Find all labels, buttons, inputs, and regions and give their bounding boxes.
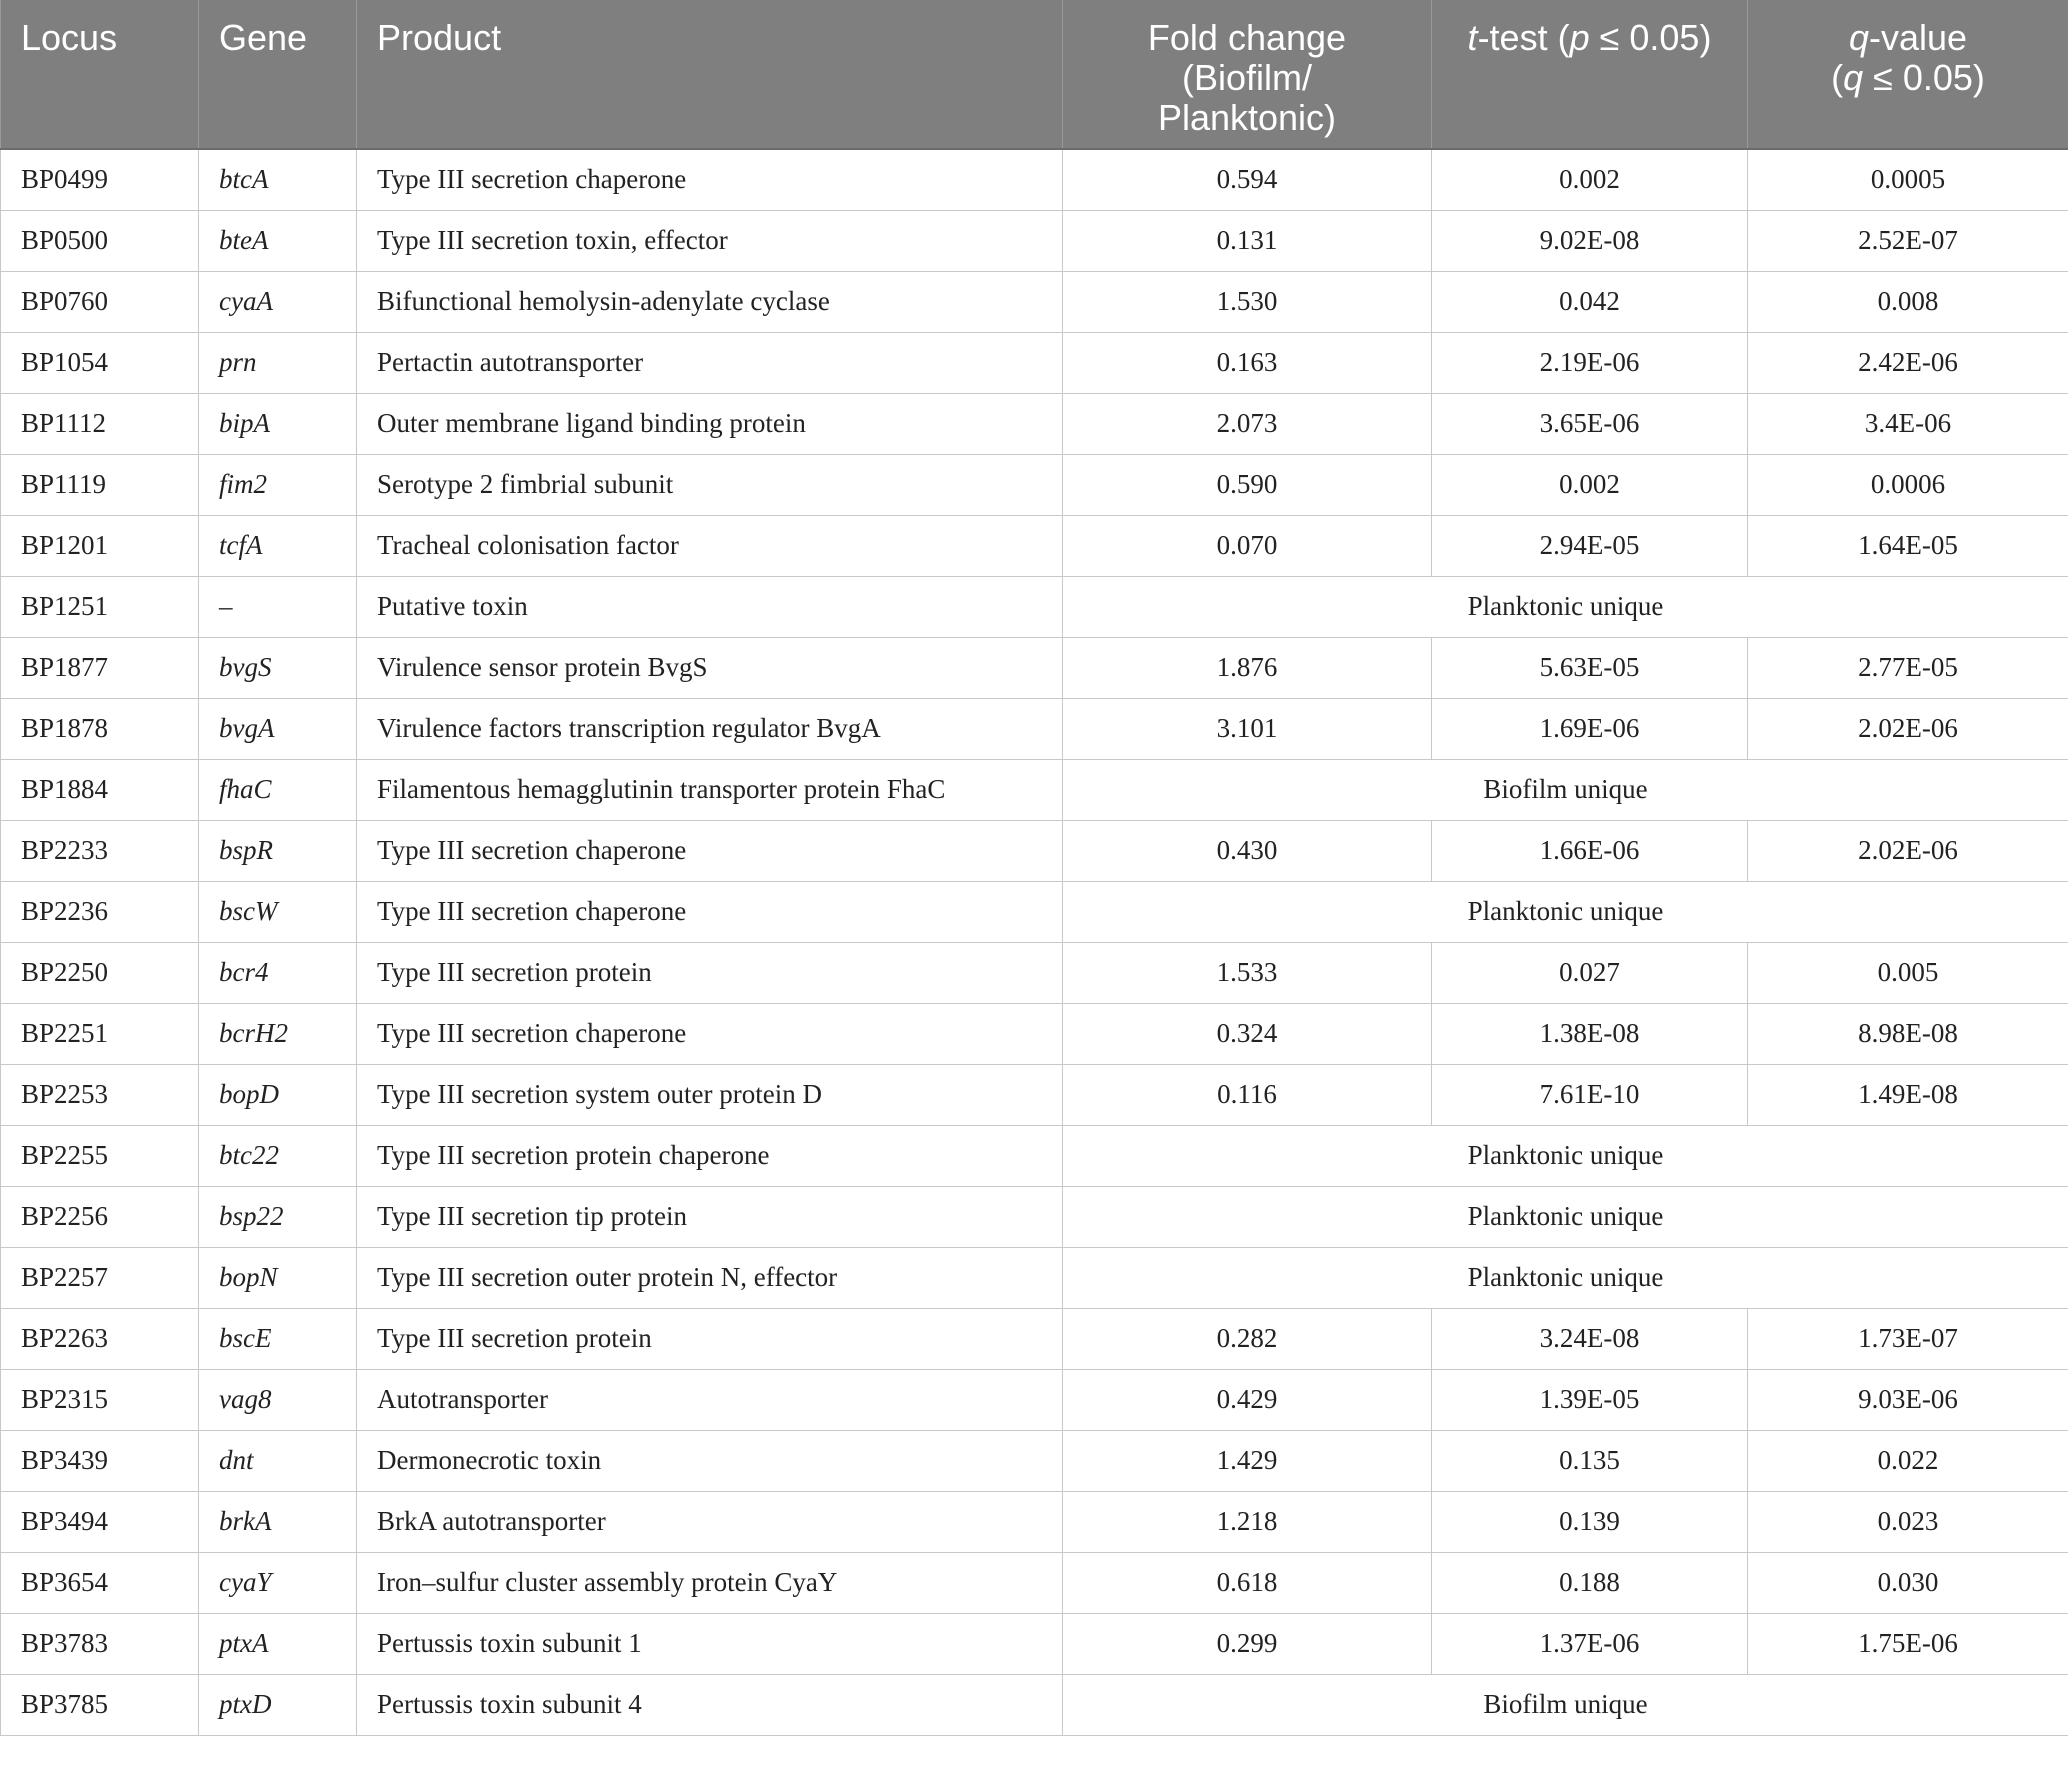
ttest-cell: 0.188 [1432, 1552, 1748, 1613]
locus-cell: BP2251 [1, 1003, 199, 1064]
header-ttest: t-test (p ≤ 0.05) [1432, 0, 1748, 149]
fold-change-cell: 0.163 [1063, 332, 1432, 393]
product-cell: Type III secretion system outer protein D [357, 1064, 1063, 1125]
locus-cell: BP2263 [1, 1308, 199, 1369]
gene-cell: prn [199, 332, 357, 393]
table-row [1, 210, 2068, 271]
ttest-cell: 0.135 [1432, 1430, 1748, 1491]
table-row [1, 942, 2068, 1003]
qvalue-cell: 1.73E-07 [1748, 1308, 2068, 1369]
ttest-cell: 2.94E-05 [1432, 515, 1748, 576]
table-row [1, 576, 2068, 637]
ttest-cell: 7.61E-10 [1432, 1064, 1748, 1125]
table-row [1, 1613, 2068, 1674]
table-row [1, 1064, 2068, 1125]
ttest-cell: 0.002 [1432, 149, 1748, 210]
table-row [1, 1186, 2068, 1247]
locus-cell: BP2236 [1, 881, 199, 942]
table-row [1, 1003, 2068, 1064]
gene-cell: brkA [199, 1491, 357, 1552]
locus-cell: BP2255 [1, 1125, 199, 1186]
qvalue-cell: 1.64E-05 [1748, 515, 2068, 576]
qvalue-cell: 0.023 [1748, 1491, 2068, 1552]
unique-cell: Planktonic unique [1063, 576, 2068, 637]
unique-cell: Planktonic unique [1063, 1125, 2068, 1186]
ttest-cell: 0.139 [1432, 1491, 1748, 1552]
gene-cell: vag8 [199, 1369, 357, 1430]
fold-change-cell: 1.429 [1063, 1430, 1432, 1491]
qvalue-cell: 2.77E-05 [1748, 637, 2068, 698]
product-cell: Type III secretion chaperone [357, 149, 1063, 210]
table-row [1, 637, 2068, 698]
gene-cell: cyaA [199, 271, 357, 332]
qvalue-cell: 0.0006 [1748, 454, 2068, 515]
table-row [1, 759, 2068, 820]
qvalue-cell: 3.4E-06 [1748, 393, 2068, 454]
product-cell: Type III secretion chaperone [357, 881, 1063, 942]
header-product: Product [357, 0, 1063, 149]
gene-cell: bopN [199, 1247, 357, 1308]
header-locus: Locus [1, 0, 199, 149]
gene-cell: bscW [199, 881, 357, 942]
product-cell: Bifunctional hemolysin-adenylate cyclase [357, 271, 1063, 332]
fold-change-cell: 0.590 [1063, 454, 1432, 515]
gene-cell: ptxD [199, 1674, 357, 1735]
ttest-cell: 5.63E-05 [1432, 637, 1748, 698]
fold-change-cell: 0.116 [1063, 1064, 1432, 1125]
locus-cell: BP2253 [1, 1064, 199, 1125]
qvalue-cell: 1.75E-06 [1748, 1613, 2068, 1674]
fold-change-cell: 0.070 [1063, 515, 1432, 576]
locus-cell: BP0499 [1, 149, 199, 210]
gene-cell: fhaC [199, 759, 357, 820]
gene-cell: tcfA [199, 515, 357, 576]
fold-change-cell: 0.429 [1063, 1369, 1432, 1430]
fold-change-cell: 1.218 [1063, 1491, 1432, 1552]
gene-cell: bipA [199, 393, 357, 454]
locus-cell: BP2233 [1, 820, 199, 881]
product-cell: Filamentous hemagglutinin transporter protein FhaC [357, 759, 1063, 820]
gene-cell: cyaY [199, 1552, 357, 1613]
table-row [1, 1308, 2068, 1369]
product-cell: Type III secretion toxin, effector [357, 210, 1063, 271]
header-gene: Gene [199, 0, 357, 149]
locus-cell: BP0500 [1, 210, 199, 271]
unique-cell: Planktonic unique [1063, 1186, 2068, 1247]
product-cell: BrkA autotransporter [357, 1491, 1063, 1552]
product-cell: Serotype 2 fimbrial subunit [357, 454, 1063, 515]
table-row [1, 271, 2068, 332]
locus-cell: BP1877 [1, 637, 199, 698]
fold-change-cell: 0.618 [1063, 1552, 1432, 1613]
qvalue-cell: 0.008 [1748, 271, 2068, 332]
table-row [1, 820, 2068, 881]
product-cell: Type III secretion chaperone [357, 1003, 1063, 1064]
locus-cell: BP2257 [1, 1247, 199, 1308]
product-cell: Outer membrane ligand binding protein [357, 393, 1063, 454]
locus-cell: BP1251 [1, 576, 199, 637]
gene-cell: bcrH2 [199, 1003, 357, 1064]
table-row [1, 1491, 2068, 1552]
product-cell: Type III secretion protein [357, 942, 1063, 1003]
gene-cell: bcr4 [199, 942, 357, 1003]
locus-cell: BP3494 [1, 1491, 199, 1552]
table-row [1, 1430, 2068, 1491]
table-row [1, 1674, 2068, 1735]
product-cell: Putative toxin [357, 576, 1063, 637]
fold-change-cell: 0.594 [1063, 149, 1432, 210]
locus-cell: BP1119 [1, 454, 199, 515]
locus-cell: BP2250 [1, 942, 199, 1003]
ttest-cell: 3.24E-08 [1432, 1308, 1748, 1369]
qvalue-cell: 2.42E-06 [1748, 332, 2068, 393]
qvalue-cell: 2.52E-07 [1748, 210, 2068, 271]
fold-change-cell: 0.282 [1063, 1308, 1432, 1369]
product-cell: Dermonecrotic toxin [357, 1430, 1063, 1491]
qvalue-cell: 1.49E-08 [1748, 1064, 2068, 1125]
product-cell: Type III secretion chaperone [357, 820, 1063, 881]
table-row [1, 454, 2068, 515]
ttest-cell: 0.027 [1432, 942, 1748, 1003]
gene-cell: bvgS [199, 637, 357, 698]
locus-cell: BP1112 [1, 393, 199, 454]
table-row [1, 881, 2068, 942]
gene-cell: fim2 [199, 454, 357, 515]
gene-cell: – [199, 576, 357, 637]
table-row [1, 1125, 2068, 1186]
locus-cell: BP3654 [1, 1552, 199, 1613]
qvalue-cell: 0.0005 [1748, 149, 2068, 210]
table-row [1, 1247, 2068, 1308]
locus-cell: BP1878 [1, 698, 199, 759]
fold-change-cell: 0.299 [1063, 1613, 1432, 1674]
ttest-cell: 1.66E-06 [1432, 820, 1748, 881]
ttest-cell: 2.19E-06 [1432, 332, 1748, 393]
fold-change-cell: 1.533 [1063, 942, 1432, 1003]
gene-cell: bscE [199, 1308, 357, 1369]
locus-cell: BP1054 [1, 332, 199, 393]
product-cell: Type III secretion tip protein [357, 1186, 1063, 1247]
product-cell: Pertussis toxin subunit 1 [357, 1613, 1063, 1674]
gene-cell: bspR [199, 820, 357, 881]
ttest-cell: 1.38E-08 [1432, 1003, 1748, 1064]
ttest-cell: 1.39E-05 [1432, 1369, 1748, 1430]
locus-cell: BP0760 [1, 271, 199, 332]
fold-change-cell: 0.131 [1063, 210, 1432, 271]
qvalue-cell: 2.02E-06 [1748, 820, 2068, 881]
ttest-cell: 1.37E-06 [1432, 1613, 1748, 1674]
product-cell: Type III secretion protein [357, 1308, 1063, 1369]
table-body [1, 149, 2068, 1735]
ttest-cell: 0.002 [1432, 454, 1748, 515]
product-cell: Autotransporter [357, 1369, 1063, 1430]
fold-change-cell: 1.530 [1063, 271, 1432, 332]
table-row [1, 149, 2068, 210]
qvalue-cell: 2.02E-06 [1748, 698, 2068, 759]
qvalue-cell: 0.005 [1748, 942, 2068, 1003]
gene-cell: bteA [199, 210, 357, 271]
product-cell: Virulence sensor protein BvgS [357, 637, 1063, 698]
table-row [1, 1369, 2068, 1430]
qvalue-cell: 0.030 [1748, 1552, 2068, 1613]
gene-cell: dnt [199, 1430, 357, 1491]
gene-cell: bvgA [199, 698, 357, 759]
table-row [1, 515, 2068, 576]
gene-cell: bopD [199, 1064, 357, 1125]
locus-cell: BP1884 [1, 759, 199, 820]
ttest-cell: 9.02E-08 [1432, 210, 1748, 271]
ttest-cell: 3.65E-06 [1432, 393, 1748, 454]
qvalue-cell: 0.022 [1748, 1430, 2068, 1491]
product-cell: Iron–sulfur cluster assembly protein CyaY [357, 1552, 1063, 1613]
product-cell: Type III secretion outer protein N, effector [357, 1247, 1063, 1308]
locus-cell: BP3785 [1, 1674, 199, 1735]
unique-cell: Planktonic unique [1063, 881, 2068, 942]
locus-cell: BP2315 [1, 1369, 199, 1430]
product-cell: Tracheal colonisation factor [357, 515, 1063, 576]
locus-cell: BP3439 [1, 1430, 199, 1491]
unique-cell: Biofilm unique [1063, 759, 2068, 820]
fold-change-cell: 3.101 [1063, 698, 1432, 759]
product-cell: Pertactin autotransporter [357, 332, 1063, 393]
locus-cell: BP3783 [1, 1613, 199, 1674]
table-row [1, 1552, 2068, 1613]
header-fold-change: Fold change (Biofilm/ Planktonic) [1063, 0, 1432, 149]
table-row [1, 698, 2068, 759]
ttest-cell: 0.042 [1432, 271, 1748, 332]
unique-cell: Biofilm unique [1063, 1674, 2068, 1735]
locus-cell: BP2256 [1, 1186, 199, 1247]
gene-cell: bsp22 [199, 1186, 357, 1247]
fold-change-cell: 0.430 [1063, 820, 1432, 881]
gene-cell: ptxA [199, 1613, 357, 1674]
product-cell: Pertussis toxin subunit 4 [357, 1674, 1063, 1735]
qvalue-cell: 8.98E-08 [1748, 1003, 2068, 1064]
gene-cell: btc22 [199, 1125, 357, 1186]
qvalue-cell: 9.03E-06 [1748, 1369, 2068, 1430]
product-cell: Virulence factors transcription regulator BvgA [357, 698, 1063, 759]
header-row [1, 0, 2068, 149]
gene-cell: btcA [199, 149, 357, 210]
fold-change-cell: 2.073 [1063, 393, 1432, 454]
ttest-cell: 1.69E-06 [1432, 698, 1748, 759]
product-cell: Type III secretion protein chaperone [357, 1125, 1063, 1186]
unique-cell: Planktonic unique [1063, 1247, 2068, 1308]
table-row [1, 393, 2068, 454]
table-row [1, 332, 2068, 393]
header-qvalue: q-value (q ≤ 0.05) [1748, 0, 2068, 149]
locus-cell: BP1201 [1, 515, 199, 576]
fold-change-cell: 0.324 [1063, 1003, 1432, 1064]
fold-change-cell: 1.876 [1063, 637, 1432, 698]
